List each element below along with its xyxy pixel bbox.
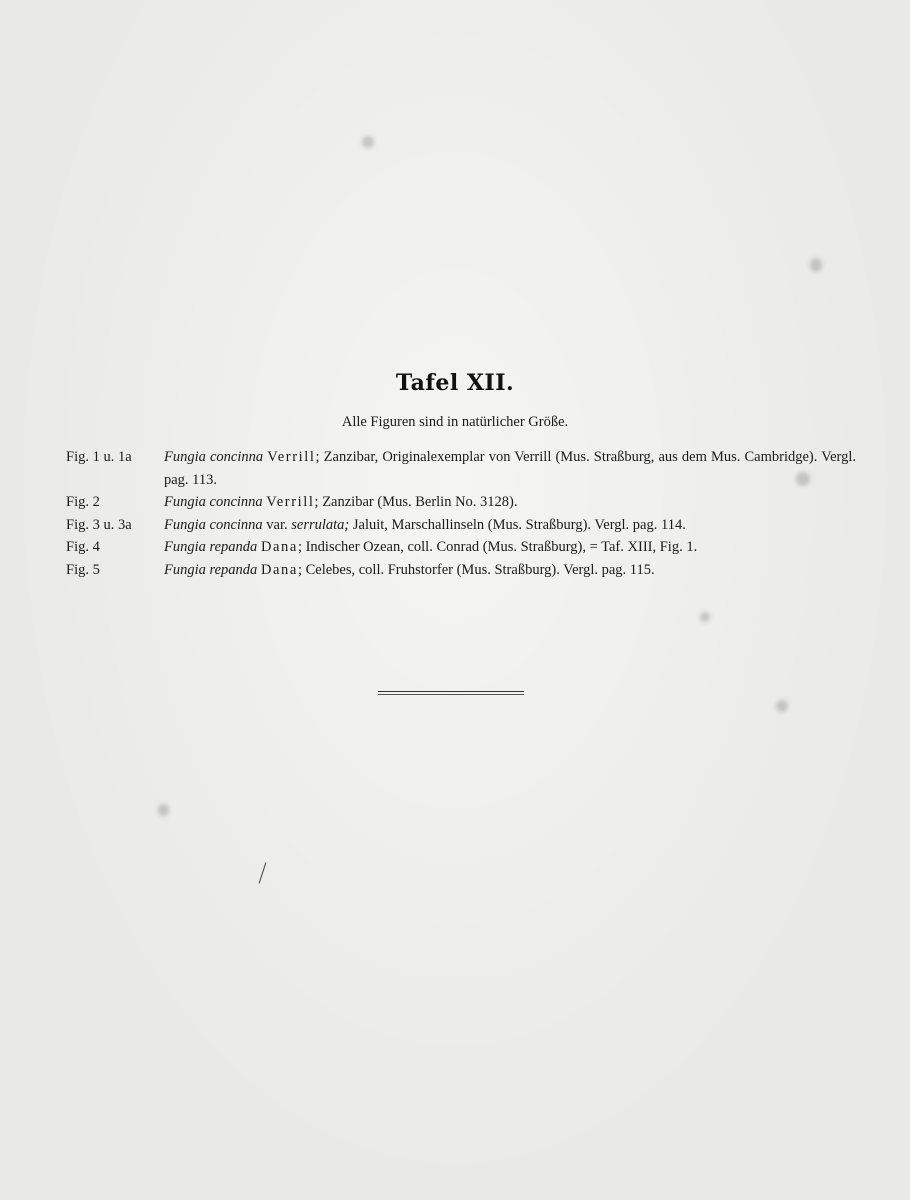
ink-mark — [259, 862, 267, 883]
figure-list — [66, 446, 856, 581]
species-name: Fungia repanda — [164, 539, 258, 555]
figure-entry — [66, 446, 856, 491]
figure-number: Fig. 2 — [66, 494, 100, 510]
figure-number: Fig. 5 — [66, 561, 100, 578]
variety-name: serrulata; — [291, 516, 350, 533]
figure-number: Fig. 1 u. 1a — [66, 449, 132, 465]
figure-entry — [66, 491, 856, 514]
figure-description — [164, 514, 856, 537]
paper-speck — [700, 612, 710, 622]
entry-details: ; Celebes, coll. Fruhstorfer (Mus. Straßburg). Vergl. pag. 115. — [297, 561, 655, 578]
entry-details: ; Indischer Ozean, coll. Conrad (Mus. Straßburg), = Taf. XIII, Fig. 1. — [297, 539, 698, 555]
figure-number: Fig. 4 — [66, 539, 100, 555]
figure-entry — [66, 536, 856, 559]
species-author: Verrill — [267, 449, 316, 465]
paper-speck — [810, 258, 822, 272]
entry-details: Jaluit, Marschallinseln (Mus. Straßburg). Vergl. pag. 114. — [352, 516, 686, 533]
paper-speck — [362, 136, 374, 148]
species-name: Fungia concinna — [164, 449, 264, 465]
entry-details: ; Zanzibar, Originalexemplar von Verrill (Mus. Straßburg, aus dem Mus. Cambridge). Vergl. pag. 113. — [164, 449, 856, 488]
entry-details: ; Zanzibar (Mus. Berlin No. 3128). — [314, 494, 518, 510]
figure-description — [164, 536, 856, 559]
paper-speck — [776, 700, 788, 712]
species-name: Fungia concinna — [164, 516, 263, 533]
figure-entry — [66, 559, 856, 582]
variety-prefix: var. — [266, 516, 288, 533]
closing-rule — [378, 691, 524, 695]
plate-title: Tafel XII. — [395, 370, 515, 396]
species-author: Dana — [260, 561, 298, 578]
plate-subtitle: Alle Figuren sind in natürlicher Größe. — [341, 414, 569, 430]
species-author: Verrill — [266, 494, 315, 510]
figure-number: Fig. 3 u. 3a — [66, 516, 132, 533]
paper-speck — [158, 804, 169, 816]
species-name: Fungia repanda — [164, 561, 258, 578]
figure-description — [164, 559, 856, 582]
species-author: Dana — [260, 539, 298, 555]
figure-description — [164, 491, 856, 514]
figure-entry — [66, 514, 856, 537]
species-name: Fungia concinna — [164, 494, 263, 510]
figure-description — [164, 446, 856, 491]
